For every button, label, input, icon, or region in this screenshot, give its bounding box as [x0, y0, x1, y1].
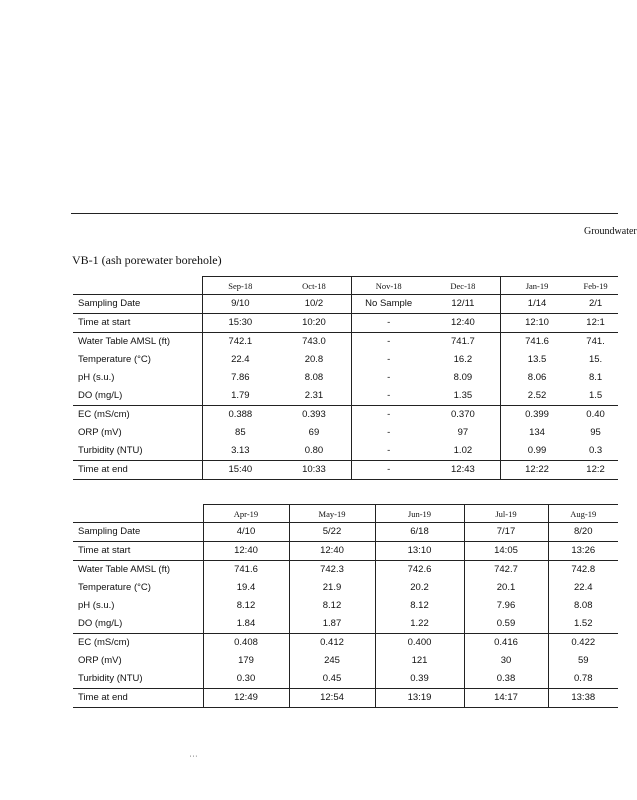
table-cell: 22.4	[203, 351, 278, 369]
table-row	[73, 351, 618, 369]
row-label: ORP (mV)	[78, 655, 122, 666]
table-row	[73, 652, 618, 670]
row-label: DO (mg/L)	[78, 390, 123, 401]
table-cell: 0.400	[375, 634, 464, 653]
table-row	[73, 689, 618, 708]
table-cell: 12:40	[203, 542, 289, 561]
table-cell: 0.30	[203, 670, 289, 689]
table-cell: 8.1	[588, 372, 603, 383]
table-cell: -	[351, 461, 426, 480]
table-cell: No Sample	[351, 295, 426, 314]
table-vb1-2018	[73, 276, 618, 480]
table-cell: 0.38	[464, 670, 548, 689]
table-cell: 12:43	[426, 461, 501, 480]
table-cell: 0.3	[588, 445, 603, 456]
table-cell: 69	[308, 427, 320, 438]
table-cell: 1/14	[500, 295, 573, 314]
row-label: Temperature (°C)	[78, 354, 151, 365]
table-cell: 121	[375, 652, 464, 670]
row-label: pH (s.u.)	[78, 600, 115, 611]
row-label: Time at end	[73, 689, 203, 708]
table-cell: 245	[289, 652, 375, 670]
table-cell: 742.7	[464, 561, 548, 580]
table-cell: 3.13	[203, 442, 278, 461]
table-row	[73, 424, 618, 442]
header-blank	[73, 277, 203, 295]
month-header: Jan-19	[500, 277, 573, 295]
table-cell: 742.6	[375, 561, 464, 580]
table-cell: 12:22	[500, 461, 573, 480]
table-cell: 7.86	[203, 369, 278, 387]
table-cell: 95	[590, 427, 601, 438]
table-cell: 0.40	[573, 406, 618, 425]
row-label: Temperature (°C)	[78, 582, 151, 593]
table-row	[73, 615, 618, 634]
table-cell: 10/2	[277, 295, 351, 314]
table-cell: 742.3	[289, 561, 375, 580]
month-header: Aug-19	[548, 505, 618, 523]
table-row	[73, 406, 618, 425]
table-cell: 1.79	[203, 387, 278, 406]
table-row	[73, 333, 618, 352]
table-cell: 22.4	[548, 579, 618, 597]
row-label: Turbidity (NTU)	[78, 445, 143, 456]
table-cell: 1.52	[548, 615, 618, 634]
table-cell: -	[351, 351, 426, 369]
table-cell: 21.9	[289, 579, 375, 597]
table-cell: 8.12	[203, 597, 289, 615]
row-label: Time at end	[73, 461, 203, 480]
row-label: Water Table AMSL (ft)	[73, 333, 203, 352]
table-cell: 0.39	[375, 670, 464, 689]
table-cell: 7/17	[464, 523, 548, 542]
month-header: Jun-19	[375, 505, 464, 523]
month-header: May-19	[289, 505, 375, 523]
table-cell: 20.2	[375, 579, 464, 597]
header-text: Groundwater	[584, 226, 637, 237]
table-cell: -	[351, 369, 426, 387]
row-label: Sampling Date	[73, 295, 203, 314]
table-row	[73, 597, 618, 615]
month-header: Feb-19	[573, 277, 618, 295]
table-cell: 8.09	[453, 372, 473, 383]
row-label: Turbidity (NTU)	[78, 673, 143, 684]
table-cell: 12:2	[573, 461, 618, 480]
table-cell: 5/22	[289, 523, 375, 542]
table-cell: 13:10	[375, 542, 464, 561]
table-cell: 741.7	[426, 333, 501, 352]
table-cell: 8.12	[375, 597, 464, 615]
table-row	[73, 561, 618, 580]
table-vb1-2019	[73, 504, 618, 708]
table-cell: 1.02	[453, 445, 473, 456]
table-row	[73, 542, 618, 561]
table-cell: 12:54	[289, 689, 375, 708]
table-cell: 742.8	[548, 561, 618, 580]
table-cell: 2.31	[304, 390, 324, 401]
table-cell: 15:40	[203, 461, 278, 480]
table-row	[73, 579, 618, 597]
row-label: Sampling Date	[73, 523, 203, 542]
table-cell: 15.	[588, 354, 603, 365]
table-cell: 0.399	[500, 406, 573, 425]
month-header: Oct-18	[277, 277, 351, 295]
table-cell: 14:17	[464, 689, 548, 708]
table-cell: 742.1	[203, 333, 278, 352]
table-cell: -	[351, 406, 426, 425]
table-row	[73, 461, 618, 480]
page-title: VB-1 (ash porewater borehole)	[72, 253, 222, 267]
table-cell: 0.370	[426, 406, 501, 425]
table-cell: 97	[457, 427, 469, 438]
header-blank	[73, 505, 203, 523]
table-cell: 741.6	[500, 333, 573, 352]
table-cell: 0.408	[203, 634, 289, 653]
row-label: ORP (mV)	[78, 427, 122, 438]
row-label: Time at start	[73, 314, 203, 333]
table-row	[73, 369, 618, 387]
table-cell: 0.80	[304, 445, 324, 456]
table-cell: 12:10	[500, 314, 573, 333]
table-cell: 0.99	[500, 442, 573, 461]
table-cell: 0.388	[203, 406, 278, 425]
table-cell: 2.52	[500, 387, 573, 406]
table-cell: 0.78	[548, 670, 618, 689]
table-cell: 179	[203, 652, 289, 670]
month-header: Nov-18	[351, 277, 426, 295]
table-cell: 4/10	[203, 523, 289, 542]
table-cell: 9/10	[203, 295, 278, 314]
table-cell: 20.1	[464, 579, 548, 597]
table-cell: 134	[500, 424, 573, 442]
table-cell: 13:26	[548, 542, 618, 561]
table-cell: 741.6	[203, 561, 289, 580]
header-rule	[71, 213, 618, 214]
row-label: Water Table AMSL (ft)	[73, 561, 203, 580]
table-cell: 8/20	[548, 523, 618, 542]
table-cell: 8.06	[500, 369, 573, 387]
table-row	[73, 314, 618, 333]
table-cell: 12/11	[426, 295, 501, 314]
table-row	[73, 442, 618, 461]
month-header: Apr-19	[203, 505, 289, 523]
table-cell: 13:38	[548, 689, 618, 708]
table-cell: 13:19	[375, 689, 464, 708]
table-cell: 0.412	[289, 634, 375, 653]
table-cell: 19.4	[203, 579, 289, 597]
table-cell: 10:20	[277, 314, 351, 333]
table-cell: 6/18	[375, 523, 464, 542]
table-cell: -	[351, 387, 426, 406]
table-row	[73, 670, 618, 689]
table-cell: 85	[203, 424, 278, 442]
table-cell: 0.422	[548, 634, 618, 653]
table-cell: 741.	[573, 333, 618, 352]
table-cell: 1.84	[203, 615, 289, 634]
table-cell: 8.08	[304, 372, 324, 383]
table-cell: 0.416	[464, 634, 548, 653]
table-row	[73, 523, 618, 542]
table-cell: 7.96	[464, 597, 548, 615]
table-cell: 12:49	[203, 689, 289, 708]
table-cell: 12:40	[426, 314, 501, 333]
row-label: EC (mS/cm)	[73, 634, 203, 653]
table-row	[73, 634, 618, 653]
month-header: Dec-18	[426, 277, 501, 295]
page-mark: ' ' '	[190, 756, 197, 762]
table-cell: -	[351, 442, 426, 461]
table-cell: 8.08	[548, 597, 618, 615]
table-cell: 20.8	[304, 354, 324, 365]
table-cell: -	[351, 314, 426, 333]
table-cell: 2/1	[573, 295, 618, 314]
table-header-row	[73, 277, 618, 295]
table-cell: 0.59	[464, 615, 548, 634]
row-label: EC (mS/cm)	[73, 406, 203, 425]
table-cell: 15:30	[203, 314, 278, 333]
table-header-row	[73, 505, 618, 523]
table-cell: 12:40	[289, 542, 375, 561]
table-cell: 8.12	[289, 597, 375, 615]
table-cell: 16.2	[453, 354, 473, 365]
table-cell: 1.22	[375, 615, 464, 634]
row-label: Time at start	[73, 542, 203, 561]
table-cell: -	[351, 424, 426, 442]
table-cell: 0.393	[277, 406, 351, 425]
table-cell: 13.5	[500, 351, 573, 369]
table-cell: -	[351, 333, 426, 352]
row-label: pH (s.u.)	[78, 372, 115, 383]
month-header: Jul-19	[464, 505, 548, 523]
table-cell: 0.45	[289, 670, 375, 689]
table-cell: 59	[548, 652, 618, 670]
table-cell: 1.87	[289, 615, 375, 634]
table-row	[73, 295, 618, 314]
row-label: DO (mg/L)	[78, 618, 123, 629]
table-cell: 1.5	[588, 390, 603, 401]
table-cell: 743.0	[277, 333, 351, 352]
table-cell: 10:33	[277, 461, 351, 480]
table-cell: 14:05	[464, 542, 548, 561]
month-header: Sep-18	[203, 277, 278, 295]
table-cell: 1.35	[453, 390, 473, 401]
table-row	[73, 387, 618, 406]
table-cell: 30	[464, 652, 548, 670]
table-cell: 12:1	[573, 314, 618, 333]
